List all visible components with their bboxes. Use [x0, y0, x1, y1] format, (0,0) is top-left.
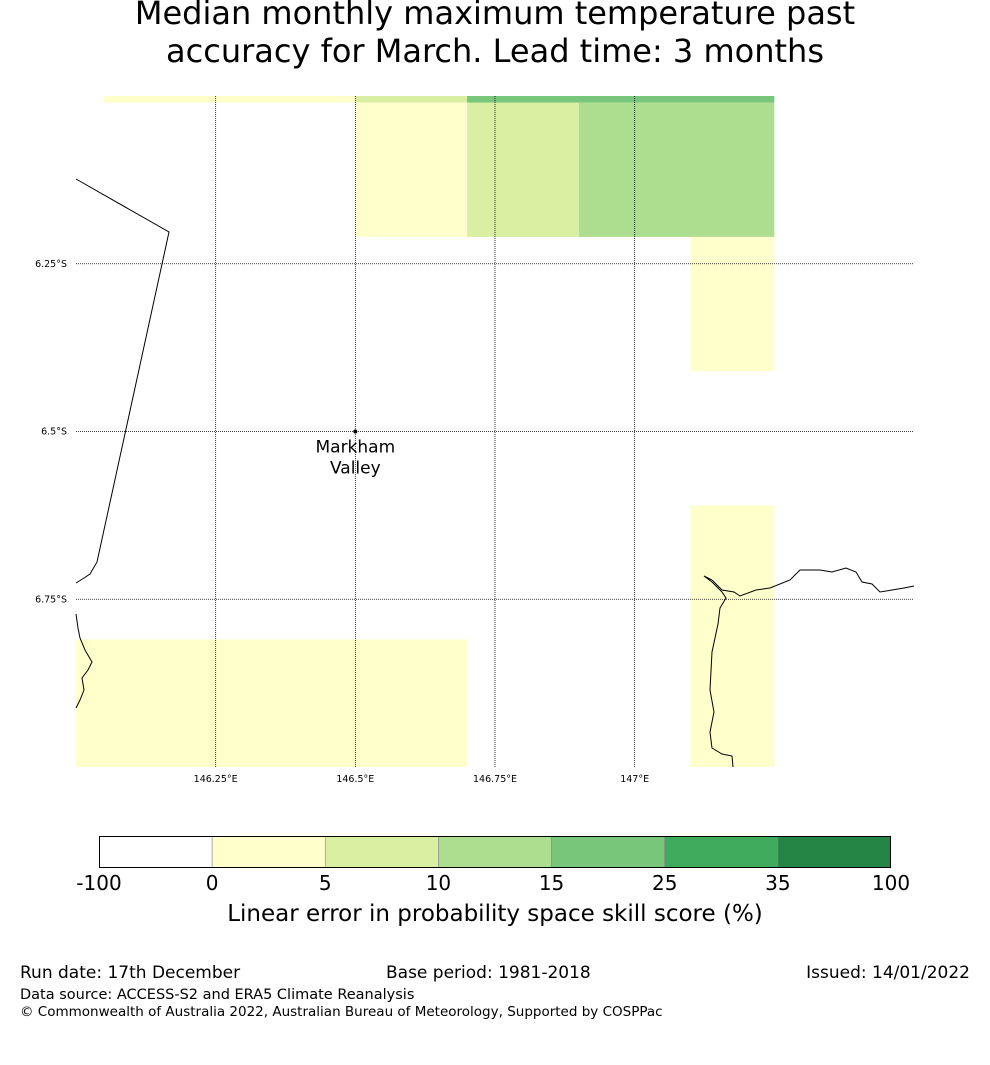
- colorbar-bin: [552, 837, 665, 868]
- title-line-2: accuracy for March. Lead time: 3 months: [166, 32, 824, 70]
- lon-tick-label: 146.25°E: [193, 774, 238, 785]
- copyright: © Commonwealth of Australia 2022, Australian Bureau of Meteorology, Supported by COSPPac: [20, 1004, 663, 1020]
- lon-tick-label: 147°E: [620, 774, 650, 785]
- location-marker: [353, 430, 357, 434]
- skill-cell: [467, 103, 579, 237]
- colorbar-tick-label: 5: [318, 871, 332, 895]
- skill-cell: [691, 237, 775, 371]
- colorbar-bin: [212, 837, 325, 868]
- base-period: Base period: 1981-2018: [386, 963, 591, 983]
- lat-tick-label: 6.75°S: [35, 594, 67, 606]
- issued-date: Issued: 14/01/2022: [806, 963, 970, 983]
- coastline-west: [76, 179, 169, 583]
- lon-tick-label: 146.75°E: [473, 774, 517, 785]
- colorbar-bin: [778, 837, 891, 868]
- colorbar-tick-label: -100: [76, 871, 122, 895]
- colorbar-tick-label: 35: [765, 871, 791, 895]
- skill-cell: [355, 103, 467, 237]
- run-date: Run date: 17th December: [20, 963, 241, 983]
- lat-tick-label: 6.25°S: [35, 258, 67, 270]
- colorbar: [99, 836, 891, 868]
- skill-cell: [76, 640, 467, 767]
- skill-cell: [579, 103, 775, 237]
- colorbar-tick-label: 15: [538, 871, 565, 895]
- title-line-1: Median monthly maximum temperature past: [134, 0, 856, 32]
- skill-cell: [467, 96, 774, 103]
- colorbar-bin: [438, 837, 551, 868]
- colorbar-tick-label: 10: [425, 871, 452, 895]
- colorbar-tick-label: 100: [871, 871, 911, 895]
- skill-cell: [104, 96, 355, 103]
- colorbar-bin: [665, 837, 778, 868]
- lat-tick-label: 6.5°S: [41, 426, 67, 438]
- skill-cell: [691, 505, 775, 767]
- colorbar-bin: [325, 837, 438, 868]
- colorbar-tick-label: 25: [651, 871, 678, 895]
- data-source: Data source: ACCESS-S2 and ERA5 Climate Reanalysis: [20, 987, 415, 1003]
- location-label: Markham: [315, 437, 396, 458]
- lon-tick-label: 146.5°E: [336, 774, 375, 785]
- colorbar-bin: [99, 837, 212, 868]
- colorbar-tick-label: 0: [205, 871, 219, 895]
- location-label: Valley: [329, 458, 381, 479]
- skill-cell: [355, 96, 467, 103]
- colorbar-label: Linear error in probability space skill score (%): [227, 901, 763, 927]
